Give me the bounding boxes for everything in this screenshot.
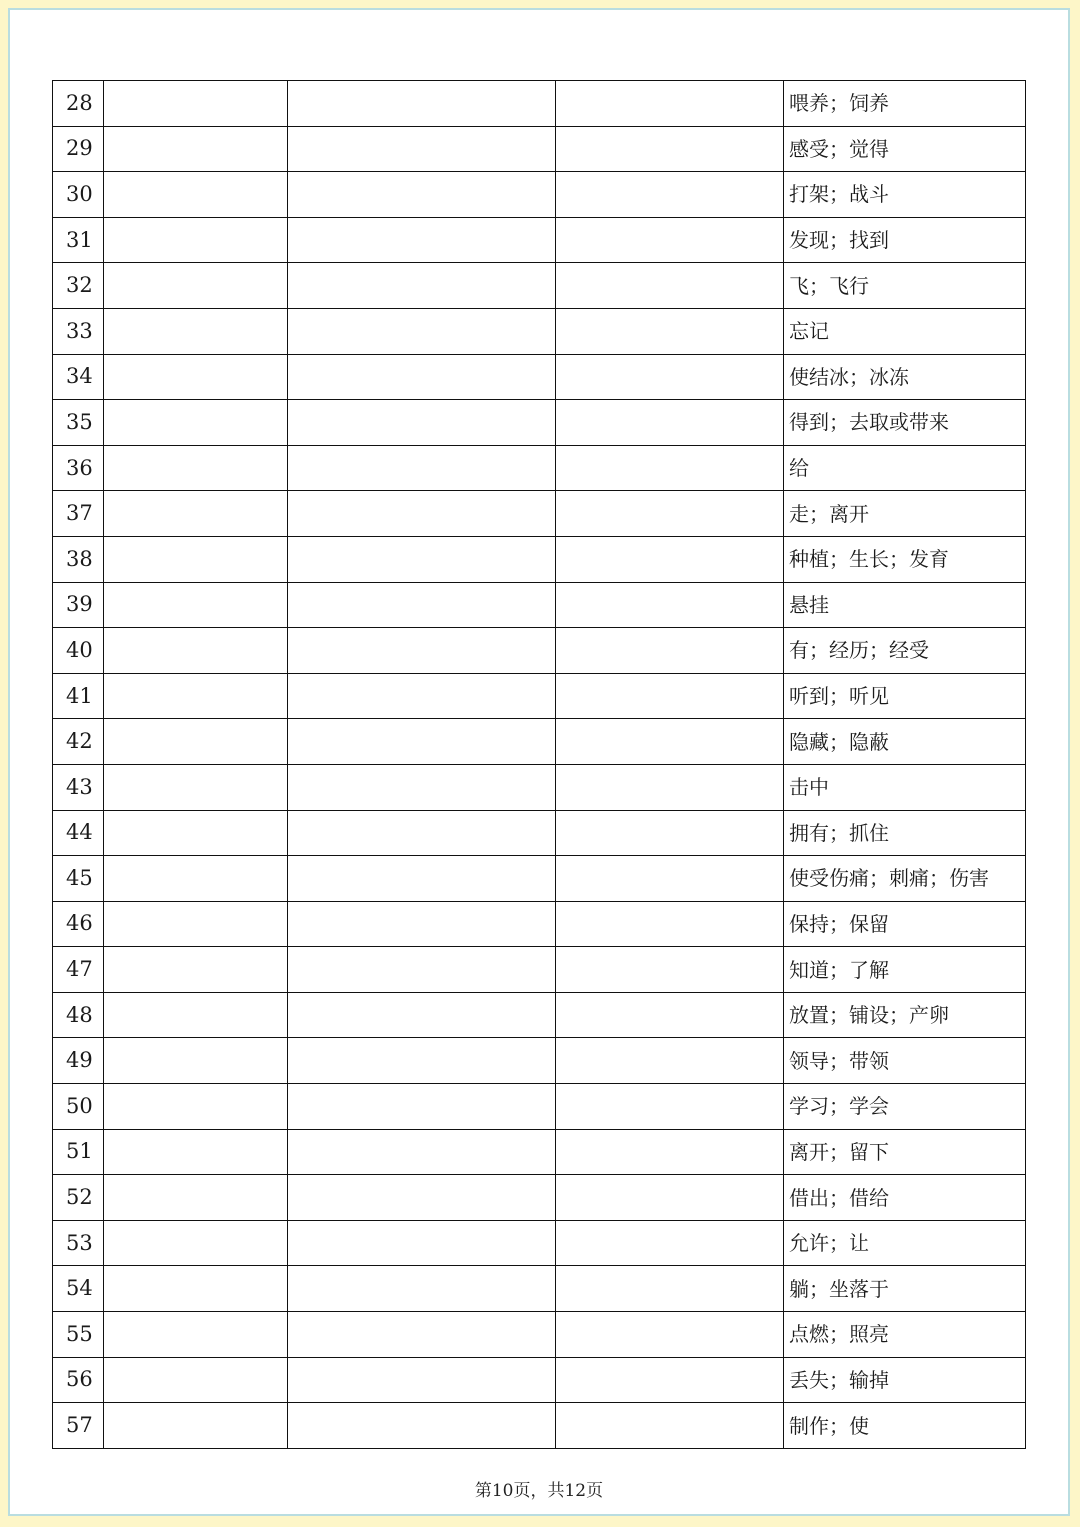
- row-number: 48: [53, 992, 104, 1038]
- row-number: 50: [53, 1084, 104, 1130]
- blank-cell[interactable]: [556, 126, 784, 172]
- row-number: 49: [53, 1038, 104, 1084]
- meaning-cell: 有；经历；经受: [784, 628, 1026, 674]
- meaning-cell: 打架；战斗: [784, 172, 1026, 218]
- blank-cell[interactable]: [288, 1038, 556, 1084]
- blank-cell[interactable]: [288, 491, 556, 537]
- blank-cell[interactable]: [104, 1084, 288, 1130]
- row-number: 52: [53, 1175, 104, 1221]
- blank-cell[interactable]: [556, 354, 784, 400]
- blank-cell[interactable]: [556, 1084, 784, 1130]
- blank-cell[interactable]: [288, 172, 556, 218]
- blank-cell[interactable]: [556, 536, 784, 582]
- row-number: 56: [53, 1357, 104, 1403]
- blank-cell[interactable]: [288, 856, 556, 902]
- blank-cell[interactable]: [556, 400, 784, 446]
- row-number: 39: [53, 582, 104, 628]
- blank-cell[interactable]: [104, 856, 288, 902]
- blank-cell[interactable]: [288, 1084, 556, 1130]
- meaning-cell: 得到；去取或带来: [784, 400, 1026, 446]
- table-row: [53, 1357, 1026, 1403]
- table-row: [53, 992, 1026, 1038]
- blank-cell[interactable]: [556, 901, 784, 947]
- row-number: 41: [53, 673, 104, 719]
- table-row: [53, 1084, 1026, 1130]
- blank-cell[interactable]: [104, 1038, 288, 1084]
- table-row: [53, 1403, 1026, 1449]
- blank-cell[interactable]: [104, 582, 288, 628]
- blank-cell[interactable]: [556, 1175, 784, 1221]
- row-number: 33: [53, 308, 104, 354]
- row-number: 51: [53, 1129, 104, 1175]
- meaning-cell: 种植；生长；发育: [784, 536, 1026, 582]
- row-number: 57: [53, 1403, 104, 1449]
- table-row: [53, 582, 1026, 628]
- table-row: [53, 719, 1026, 765]
- blank-cell[interactable]: [288, 764, 556, 810]
- table-row: [53, 263, 1026, 309]
- blank-cell[interactable]: [288, 1312, 556, 1358]
- blank-cell[interactable]: [556, 1357, 784, 1403]
- blank-cell[interactable]: [556, 445, 784, 491]
- blank-cell[interactable]: [104, 81, 288, 127]
- blank-cell[interactable]: [104, 400, 288, 446]
- blank-cell[interactable]: [288, 673, 556, 719]
- blank-cell[interactable]: [104, 354, 288, 400]
- blank-cell[interactable]: [104, 1403, 288, 1449]
- blank-cell[interactable]: [288, 126, 556, 172]
- table-row: [53, 947, 1026, 993]
- meaning-cell: 拥有；抓住: [784, 810, 1026, 856]
- blank-cell[interactable]: [288, 354, 556, 400]
- meaning-cell: 飞；飞行: [784, 263, 1026, 309]
- blank-cell[interactable]: [288, 1129, 556, 1175]
- meaning-cell: 感受；觉得: [784, 126, 1026, 172]
- blank-cell[interactable]: [556, 582, 784, 628]
- blank-cell[interactable]: [288, 1403, 556, 1449]
- table-row: [53, 764, 1026, 810]
- blank-cell[interactable]: [104, 1129, 288, 1175]
- blank-cell[interactable]: [556, 172, 784, 218]
- blank-cell[interactable]: [104, 764, 288, 810]
- blank-cell[interactable]: [104, 263, 288, 309]
- blank-cell[interactable]: [104, 810, 288, 856]
- blank-cell[interactable]: [104, 947, 288, 993]
- meaning-cell: 放置；铺设；产卵: [784, 992, 1026, 1038]
- row-number: 29: [53, 126, 104, 172]
- table-row: [53, 126, 1026, 172]
- meaning-cell: 保持；保留: [784, 901, 1026, 947]
- blank-cell[interactable]: [288, 81, 556, 127]
- table-row: [53, 628, 1026, 674]
- blank-cell[interactable]: [288, 308, 556, 354]
- meaning-cell: 学习；学会: [784, 1084, 1026, 1130]
- meaning-cell: 使结冰；冰冻: [784, 354, 1026, 400]
- row-number: 31: [53, 217, 104, 263]
- table-row: [53, 491, 1026, 537]
- blank-cell[interactable]: [556, 81, 784, 127]
- blank-cell[interactable]: [556, 491, 784, 537]
- table-row: [53, 217, 1026, 263]
- table-row: [53, 1175, 1026, 1221]
- blank-cell[interactable]: [556, 947, 784, 993]
- blank-cell[interactable]: [288, 263, 556, 309]
- meaning-cell: 给: [784, 445, 1026, 491]
- table-row: [53, 81, 1026, 127]
- blank-cell[interactable]: [288, 582, 556, 628]
- blank-cell[interactable]: [288, 217, 556, 263]
- vocabulary-table: [52, 80, 1026, 1449]
- blank-cell[interactable]: [556, 1266, 784, 1312]
- blank-cell[interactable]: [104, 901, 288, 947]
- vocabulary-table-body: [53, 81, 1026, 1449]
- blank-cell[interactable]: [288, 400, 556, 446]
- blank-cell[interactable]: [104, 628, 288, 674]
- table-row: [53, 1220, 1026, 1266]
- blank-cell[interactable]: [288, 536, 556, 582]
- row-number: 44: [53, 810, 104, 856]
- blank-cell[interactable]: [288, 810, 556, 856]
- page-footer: 第10页，共12页: [474, 1481, 604, 1501]
- meaning-cell: 使受伤痛；刺痛；伤害: [784, 856, 1026, 902]
- row-number: 55: [53, 1312, 104, 1358]
- table-row: [53, 445, 1026, 491]
- meaning-cell: 发现；找到: [784, 217, 1026, 263]
- row-number: 32: [53, 263, 104, 309]
- row-number: 53: [53, 1220, 104, 1266]
- meaning-cell: 离开；留下: [784, 1129, 1026, 1175]
- row-number: 28: [53, 81, 104, 127]
- blank-cell[interactable]: [104, 992, 288, 1038]
- meaning-cell: 喂养；饲养: [784, 81, 1026, 127]
- blank-cell[interactable]: [556, 1129, 784, 1175]
- meaning-cell: 允许；让: [784, 1220, 1026, 1266]
- blank-cell[interactable]: [104, 126, 288, 172]
- blank-cell[interactable]: [556, 308, 784, 354]
- table-row: [53, 810, 1026, 856]
- blank-cell[interactable]: [104, 172, 288, 218]
- row-number: 38: [53, 536, 104, 582]
- table-row: [53, 1266, 1026, 1312]
- blank-cell[interactable]: [556, 1403, 784, 1449]
- blank-cell[interactable]: [104, 1220, 288, 1266]
- blank-cell[interactable]: [288, 1220, 556, 1266]
- meaning-cell: 知道；了解: [784, 947, 1026, 993]
- table-row: [53, 354, 1026, 400]
- blank-cell[interactable]: [556, 1220, 784, 1266]
- blank-cell[interactable]: [556, 810, 784, 856]
- blank-cell[interactable]: [104, 1312, 288, 1358]
- blank-cell[interactable]: [288, 947, 556, 993]
- meaning-cell: 悬挂: [784, 582, 1026, 628]
- row-number: 36: [53, 445, 104, 491]
- blank-cell[interactable]: [556, 764, 784, 810]
- blank-cell[interactable]: [556, 1312, 784, 1358]
- blank-cell[interactable]: [104, 1266, 288, 1312]
- blank-cell[interactable]: [104, 719, 288, 765]
- table-row: [53, 1129, 1026, 1175]
- blank-cell[interactable]: [104, 1175, 288, 1221]
- blank-cell[interactable]: [556, 673, 784, 719]
- meaning-cell: 点燃；照亮: [784, 1312, 1026, 1358]
- table-row: [53, 856, 1026, 902]
- meaning-cell: 借出；借给: [784, 1175, 1026, 1221]
- blank-cell[interactable]: [104, 491, 288, 537]
- meaning-cell: 走；离开: [784, 491, 1026, 537]
- meaning-cell: 制作；使: [784, 1403, 1026, 1449]
- blank-cell[interactable]: [288, 445, 556, 491]
- row-number: 45: [53, 856, 104, 902]
- blank-cell[interactable]: [556, 992, 784, 1038]
- table-row: [53, 400, 1026, 446]
- meaning-cell: 击中: [784, 764, 1026, 810]
- row-number: 35: [53, 400, 104, 446]
- blank-cell[interactable]: [556, 628, 784, 674]
- blank-cell[interactable]: [288, 628, 556, 674]
- blank-cell[interactable]: [104, 1357, 288, 1403]
- meaning-cell: 丢失；输掉: [784, 1357, 1026, 1403]
- blank-cell[interactable]: [556, 856, 784, 902]
- table-row: [53, 172, 1026, 218]
- blank-cell[interactable]: [104, 673, 288, 719]
- blank-cell[interactable]: [556, 1038, 784, 1084]
- blank-cell[interactable]: [288, 1357, 556, 1403]
- row-number: 46: [53, 901, 104, 947]
- meaning-cell: 隐藏；隐蔽: [784, 719, 1026, 765]
- table-row: [53, 1038, 1026, 1084]
- blank-cell[interactable]: [104, 308, 288, 354]
- row-number: 37: [53, 491, 104, 537]
- blank-cell[interactable]: [104, 445, 288, 491]
- row-number: 54: [53, 1266, 104, 1312]
- row-number: 42: [53, 719, 104, 765]
- blank-cell[interactable]: [556, 263, 784, 309]
- blank-cell[interactable]: [288, 719, 556, 765]
- row-number: 47: [53, 947, 104, 993]
- row-number: 43: [53, 764, 104, 810]
- meaning-cell: 躺；坐落于: [784, 1266, 1026, 1312]
- blank-cell[interactable]: [556, 217, 784, 263]
- meaning-cell: 听到；听见: [784, 673, 1026, 719]
- meaning-cell: 领导；带领: [784, 1038, 1026, 1084]
- meaning-cell: 忘记: [784, 308, 1026, 354]
- table-row: [53, 673, 1026, 719]
- blank-cell[interactable]: [288, 901, 556, 947]
- table-row: [53, 536, 1026, 582]
- blank-cell[interactable]: [288, 1175, 556, 1221]
- table-row: [53, 1312, 1026, 1358]
- table-row: [53, 308, 1026, 354]
- table-row: [53, 901, 1026, 947]
- blank-cell[interactable]: [104, 536, 288, 582]
- blank-cell[interactable]: [288, 1266, 556, 1312]
- row-number: 40: [53, 628, 104, 674]
- document-page: [8, 8, 1070, 1516]
- blank-cell[interactable]: [288, 992, 556, 1038]
- blank-cell[interactable]: [556, 719, 784, 765]
- blank-cell[interactable]: [104, 217, 288, 263]
- row-number: 30: [53, 172, 104, 218]
- row-number: 34: [53, 354, 104, 400]
